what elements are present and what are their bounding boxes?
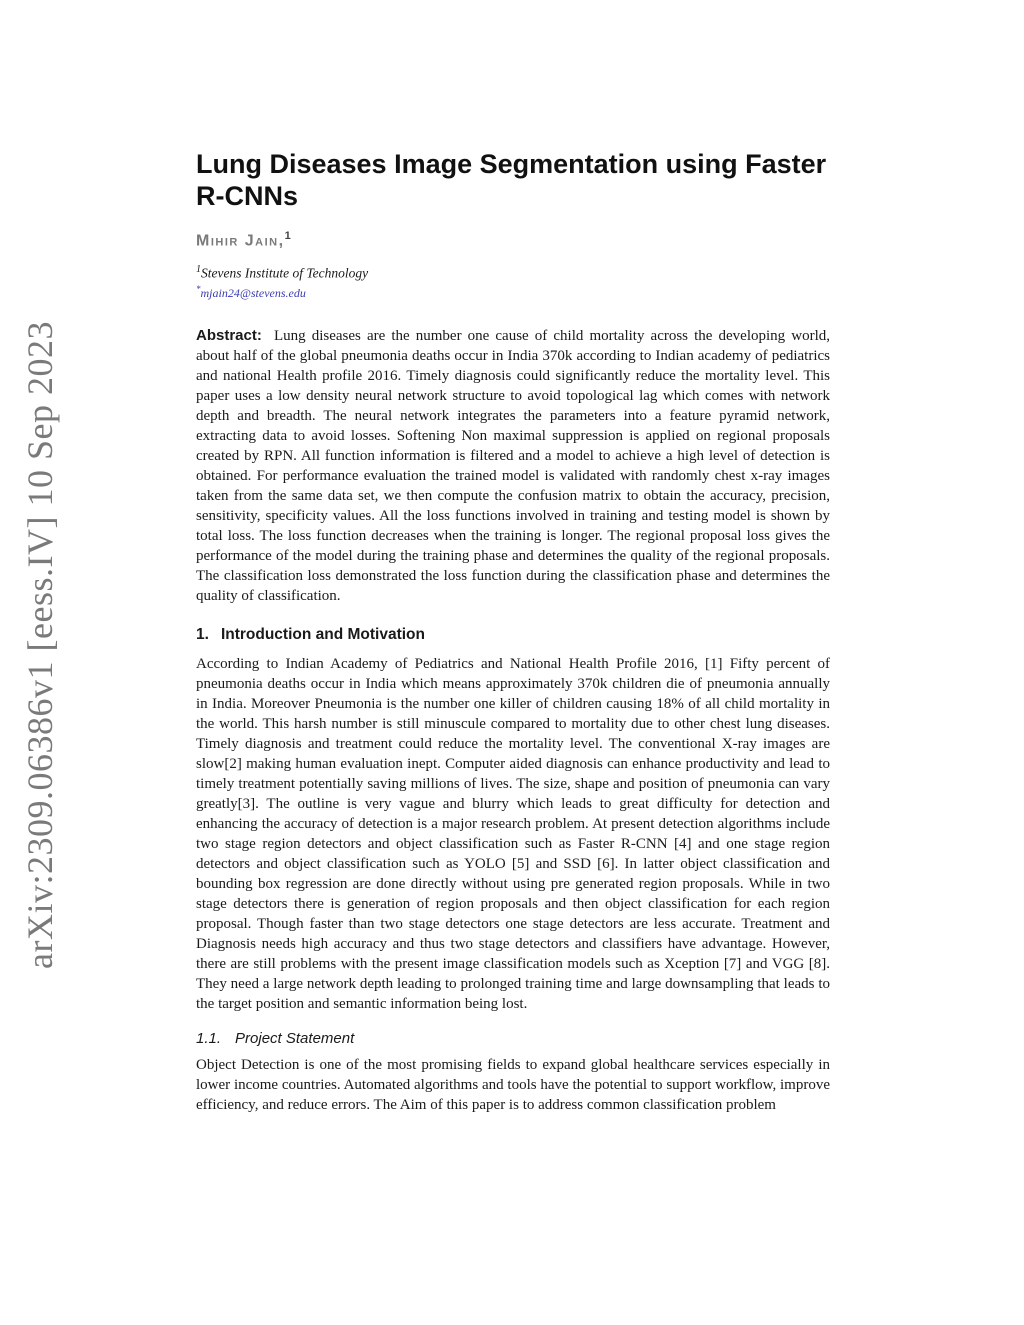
section-heading-introduction	[196, 626, 830, 644]
subsection-number: 1.1.	[196, 1029, 222, 1047]
abstract-label: Abstract:	[196, 326, 262, 344]
author-email[interactable]: mjain24@stevens.edu	[200, 285, 306, 300]
email-marker: *	[196, 283, 201, 294]
author-affiliation-marker: 1	[284, 230, 293, 242]
abstract-text: Lung diseases are the number one cause of child mortality across the developing world, about half of the global pneumonia deaths occur in India 370k according to Indian academy of pediatrics and national Health profile 2016. Timely diagnosis could significantly reduce the mortality level. This paper uses a low density neural network structure to avoid topological lag which comes with network depth and breadth. The neural network integrates the parameters into a feature pyramid network, extracting data to avoid losses. Softening Non maximal suppression is applied on regional proposals created by RPN. All function information is filtered and a model to achieve a high level of detection is obtained. For performance evaluation the trained model is validated with randomly chest x-ray images taken from the same data set, we then compute the confusion matrix to obtain the accuracy, precision, sensitivity, specificity values. All the loss functions involved in training and testing model is shown by total loss. The loss function decreases when the training is longer. The regional proposal loss gives the performance of the model during the training phase and determines the quality of the regional proposals. The classification loss demonstrated the loss function during the classification phase and determines the quality of classification.	[196, 327, 830, 604]
author-name: Mihir Jain,	[196, 232, 285, 250]
section-title: Introduction and Motivation	[220, 625, 425, 643]
introduction-paragraph: According to Indian Academy of Pediatrics and National Health Profile 2016, [1] Fifty percent of pneumonia deaths occur in India which means approximately 370k children die of pneumonia annually in India. Moreover Pneumonia is the number one killer of children causing 18% of all child mortality in the world. This harsh number is still minuscule compared to mortality due to other chest lung diseases. Timely diagnosis and treatment could reduce the mortality level. The conventional X-ray images are slow[2] making human evaluation inept. Computer aided diagnosis can enhance productivity and lead to timely treatment potentially saving millions of lives. The size, shape and position of pneumonia can vary greatly[3]. The outline is very vague and blurry which leads to great difficulty for detection and enhancing the accuracy of detection is a major research problem. At present detection algorithms include two stage region detectors and object classification such as Faster R-CNN [4] and one stage region detectors and object classification such as YOLO [5] and SSD [6]. In latter object classification and bounding box regression are done directly without using pre generated region proposals. While in two stage detectors there is generation of region proposals and then object classification for each region proposal. Though faster than two stage detectors one stage detectors are less accurate. Treatment and Diagnosis needs high accuracy and thus two stage detectors and classifiers have advantage. However, there are still problems with the present image classification models such as Xception [7] and VGG [8]. They need a large network depth leading to prolonged training time and large downsampling that leads to the target position and semantic information being lost.	[196, 655, 830, 1012]
affiliation-name: Stevens Institute of Technology	[201, 265, 369, 281]
affiliation-marker: 1	[196, 264, 201, 276]
subsection-heading-project-statement	[196, 1030, 830, 1047]
project-statement-paragraph: Object Detection is one of the most promising fields to expand global healthcare services especially in lower income countries. Automated algorithms and tools have the potential to support workflow, improve efficiency, and reduce errors. The Aim of this paper is to address common classification problem	[196, 1056, 830, 1113]
affiliation	[196, 262, 830, 282]
author-line	[196, 230, 830, 250]
paper-content	[196, 148, 830, 1115]
arxiv-identifier: arXiv:2309.06386v1 [eess.IV] 10 Sep 2023	[20, 321, 60, 969]
paper-title: Lung Diseases Image Segmentation using Faster R-CNNs	[196, 149, 827, 211]
section-number: 1.	[196, 625, 209, 643]
subsection-title: Project Statement	[235, 1029, 355, 1047]
author-email-line	[196, 282, 830, 301]
abstract	[196, 326, 830, 606]
